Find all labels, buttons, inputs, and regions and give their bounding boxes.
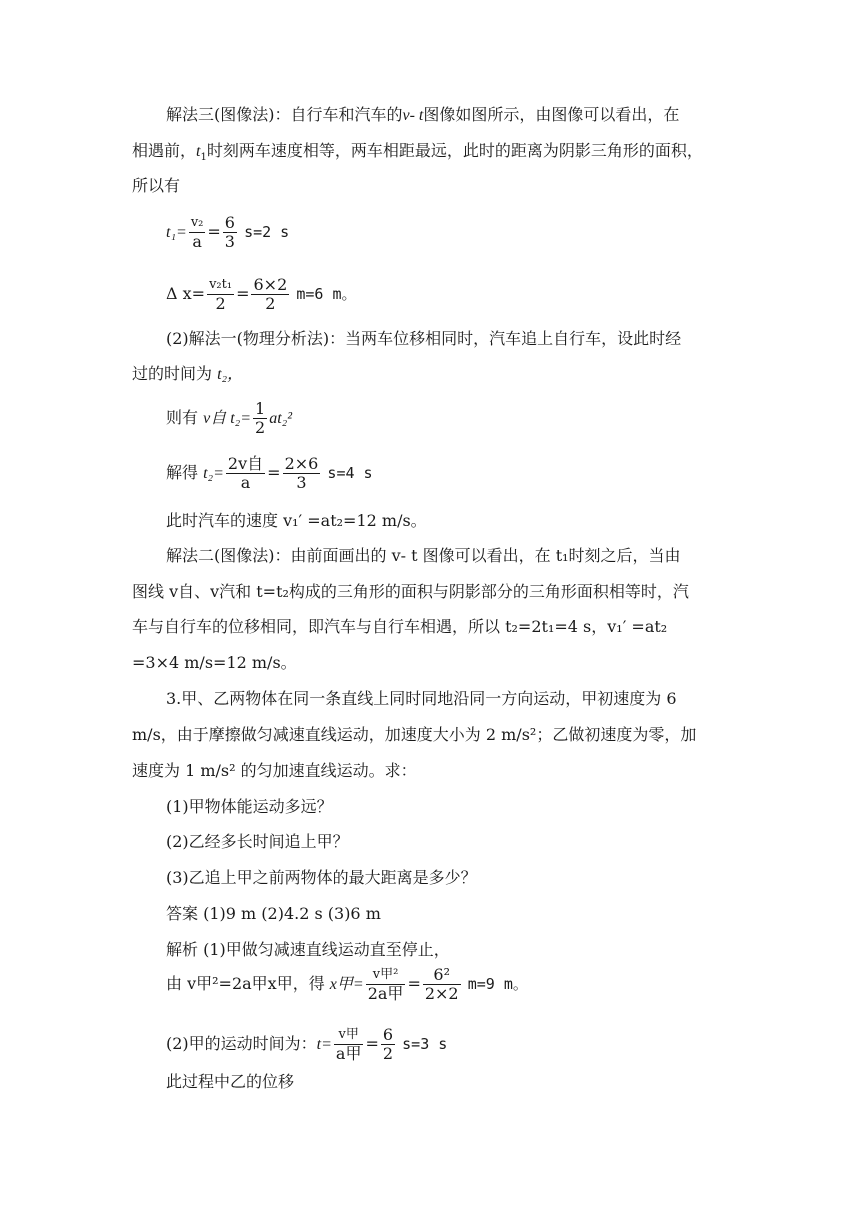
question3-sub2: (2)乙经多长时间追上甲？ [166, 832, 349, 851]
question3-sub3: (3)乙追上甲之前两物体的最大距离是多少？ [166, 868, 477, 887]
eq-lhs: Δ x= [166, 284, 206, 303]
denominator: 2a甲 [367, 984, 404, 1003]
question3-line3: 速度为 1 m/s² 的匀加速直线运动。求： [132, 761, 417, 780]
eq-prefix: 则有 [166, 408, 199, 427]
eq-prefix: (2)甲的运动时间为： [166, 1034, 317, 1053]
eq-rhs: m=9 m。 [467, 975, 528, 993]
fraction [253, 400, 267, 437]
fraction [226, 455, 265, 492]
denominator: a [240, 473, 251, 492]
denominator: 2 [265, 294, 276, 313]
answer-line: 答案 (1)9 m (2)4.2 s (3)6 m [166, 904, 381, 923]
equation-x-jia [166, 966, 528, 1003]
analysis-line: 解析 (1)甲做匀减速直线运动直至停止， [166, 940, 450, 959]
numerator: 6×2 [253, 275, 288, 294]
denominator: a甲 [335, 1044, 362, 1063]
fraction [381, 1026, 395, 1063]
vt-symbol: v- t [402, 107, 424, 124]
fraction [423, 966, 461, 1003]
denominator: 2 [382, 1044, 394, 1063]
equation-t2 [166, 455, 373, 492]
numerator: v甲 [334, 1026, 364, 1045]
eq-lhs: t= [316, 1036, 332, 1053]
fraction [283, 455, 321, 492]
denominator: 3 [296, 473, 307, 492]
t2-symbol: t₂， [217, 366, 244, 383]
numerator: 6² [423, 966, 461, 985]
equals: = [407, 974, 421, 993]
denominator: 2 [255, 418, 266, 437]
eq-rhs: s=3 s [402, 1035, 448, 1053]
numerator: 6 [224, 213, 235, 232]
equals: = [236, 284, 250, 303]
eq-rhs: s=2 s [244, 223, 290, 241]
eq-lhs: t₁= [166, 224, 187, 241]
numerator: 2×6 [284, 454, 319, 473]
para-method3-line2: 相遇前，$t_1$时刻两车速度相等，两车相距最远，此时的距离为阴影三角形的面积， [132, 141, 703, 163]
eq-rhs: at₂² [269, 410, 293, 427]
para-method3-line1 [166, 104, 679, 127]
denominator: 2×2 [424, 984, 459, 1003]
para-method2-line2: 图线 v自、v汽和 t=t₂构成的三角形的面积与阴影部分的三角形面积相等时，汽 [132, 582, 689, 601]
equals: = [267, 463, 281, 482]
numerator: v₂t₁ [207, 276, 234, 295]
question3-sub1: (1)甲物体能运动多远？ [166, 797, 333, 816]
text: 时刻两车速度相等，两车相距最远，此时的距离为阴影三角形的面积， [206, 141, 703, 160]
para-method2-line4: =3×4 m/s=12 m/s。 [132, 653, 297, 672]
numerator: 2v自 [227, 454, 264, 473]
eq-prefix: 由 v甲²=2a甲x甲，得 [166, 974, 325, 993]
text: 图像如图所示，由图像可以看出，在 [423, 105, 680, 124]
fraction [251, 276, 289, 313]
t1-symbol: t [196, 143, 201, 160]
fraction [223, 214, 237, 251]
para-method2-line3: 车与自行车的位移相同，即汽车与自行车相遇，所以 t₂=2t₁=4 s，v₁′ =at₂ [132, 617, 668, 636]
para-part2-line1: (2)解法一(物理分析法)：当两车位移相同时，汽车追上自行车，设此时经 [166, 329, 682, 348]
denominator: a [192, 232, 202, 251]
question3-line2: m/s，由于摩擦做匀减速直线运动，加速度大小为 2 m/s²；乙做初速度为零，加 [132, 725, 697, 744]
text: 解法三(图像法)：自行车和汽车的 [166, 105, 403, 124]
para-car-speed: 此时汽车的速度 v₁′ =at₂=12 m/s。 [166, 511, 427, 530]
eq-lhs: v自 t₂= [203, 410, 252, 427]
equation-t-jia [166, 1026, 447, 1063]
para-method2-line1: 解法二(图像法)：由前面画出的 v- t 图像可以看出，在 t₁时刻之后，当由 [166, 546, 681, 565]
equation-t1 [166, 214, 289, 251]
denominator: 3 [224, 232, 235, 251]
numerator: v₂ [189, 214, 206, 233]
equation-displacement [166, 400, 292, 437]
numerator: 1 [255, 399, 266, 418]
numerator: v甲² [366, 966, 406, 985]
eq-lhs: t₂= [203, 465, 224, 482]
para-part2-line2 [132, 363, 243, 386]
text: 相遇前， [132, 141, 197, 160]
equals: = [207, 222, 221, 241]
para-method3-line3: 所以有 [132, 176, 181, 195]
fraction [366, 966, 406, 1003]
question3-line1: 3.甲、乙两物体在同一条直线上同时同地沿同一方向运动，甲初速度为 6 [166, 689, 677, 708]
para-yi-displacement: 此过程中乙的位移 [166, 1072, 295, 1091]
eq-rhs: m=6 m。 [296, 285, 357, 303]
fraction [207, 276, 234, 313]
fraction [334, 1026, 364, 1063]
equals: = [365, 1034, 379, 1053]
eq-lhs: x甲= [329, 976, 364, 993]
equation-dx [166, 276, 357, 313]
eq-prefix: 解得 [166, 463, 199, 482]
text: 过的时间为 [132, 364, 213, 383]
numerator: 6 [382, 1025, 394, 1044]
fraction [189, 214, 206, 251]
eq-rhs: s=4 s [327, 464, 373, 482]
denominator: 2 [215, 294, 226, 313]
